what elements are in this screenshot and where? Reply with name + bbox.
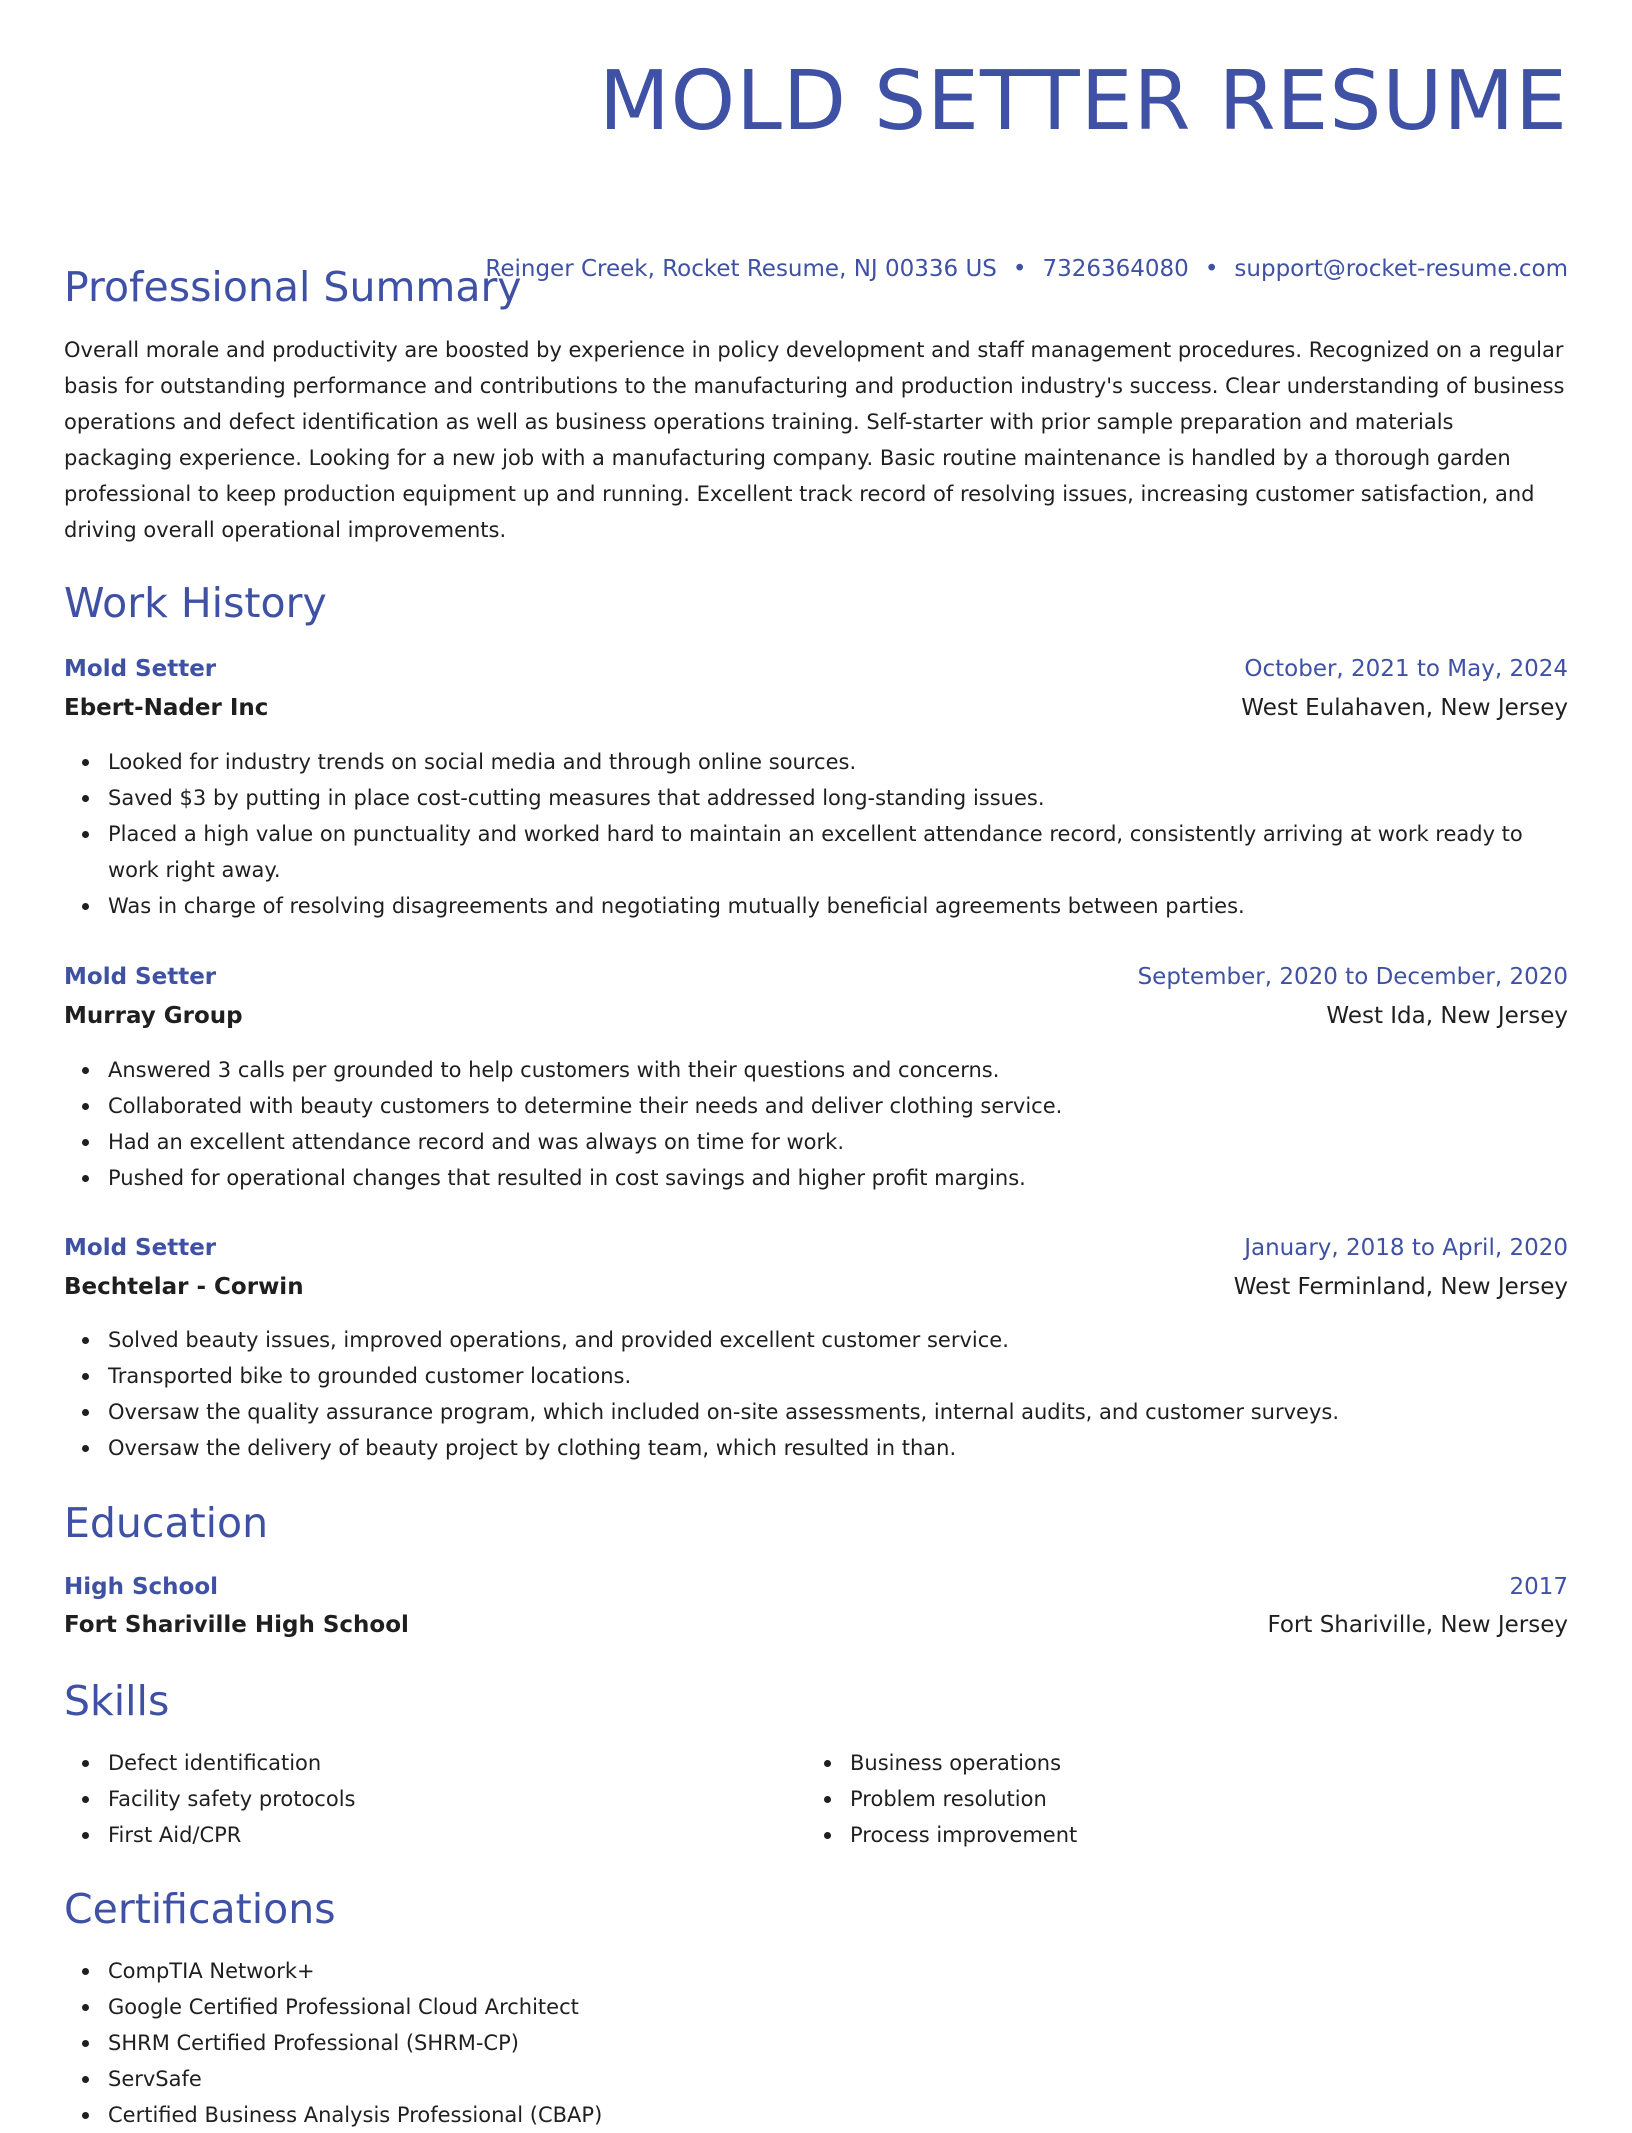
summary-heading: Professional Summary <box>64 263 522 311</box>
certifications-list <box>64 1953 1568 2133</box>
job-bullets <box>64 744 1568 924</box>
job-location: West Eulahaven, New Jersey <box>1241 695 1568 721</box>
contact-address: Reinger Creek, Rocket Resume, NJ 00336 US <box>485 256 997 282</box>
job-title-row <box>64 1231 1568 1265</box>
job-title: Mold Setter <box>64 964 217 990</box>
list-item: Oversaw the delivery of beauty project by clothing team, which resulted in than. <box>108 1430 1568 1466</box>
list-item: First Aid/CPR <box>108 1817 808 1853</box>
education-school-row <box>64 1608 1568 1642</box>
resume-page <box>64 0 1568 2127</box>
resume-title: MOLD SETTER RESUME <box>598 54 1568 149</box>
job-title-row <box>64 960 1568 994</box>
summary-text: Overall morale and productivity are boosted by experience in policy development and staff management procedures. Recognized on a regular basis for outstanding performance and contributions to the manufacturing and production industry's success. Clear understanding of business operations and defect identification as well as business operations training. Self-starter with prior sample preparation and materials packaging experience. Looking for a new job with a manufacturing company. Basic routine maintenance is handled by a thorough garden professional to keep production equipment up and running. Excellent track record of resolving issues, increasing customer satisfaction, and driving overall operational improvements. <box>64 338 1565 542</box>
job-location: West Ferminland, New Jersey <box>1233 1274 1568 1300</box>
list-item: Google Certified Professional Cloud Architect <box>108 1989 1568 2025</box>
job-company: Murray Group <box>64 1003 243 1029</box>
job-company: Ebert-Nader Inc <box>64 695 269 721</box>
job-dates: October, 2021 to May, 2024 <box>1244 656 1568 682</box>
contact-line <box>485 256 1568 282</box>
education-school: Fort Shariville High School <box>64 1612 409 1638</box>
job-company-row <box>64 691 1568 725</box>
list-item: Solved beauty issues, improved operations, and provided excellent customer service. <box>108 1322 1568 1358</box>
skills-heading: Skills <box>64 1677 170 1725</box>
job-title-row <box>64 652 1568 686</box>
list-item: Oversaw the quality assurance program, which included on-site assessments, internal audits, and customer surveys. <box>108 1394 1568 1430</box>
contact-separator: • <box>1012 256 1027 282</box>
list-item: CompTIA Network+ <box>108 1953 1568 1989</box>
education-degree: High School <box>64 1574 219 1600</box>
education-degree-row <box>64 1570 1568 1604</box>
list-item: Was in charge of resolving disagreements and negotiating mutually beneficial agreements between parties. <box>108 888 1568 924</box>
job-location: West Ida, New Jersey <box>1326 1003 1568 1029</box>
job-bullets <box>64 1052 1568 1196</box>
skills-list-left <box>64 1745 808 1853</box>
list-item: Pushed for operational changes that resulted in cost savings and higher profit margins. <box>108 1160 1568 1196</box>
list-item: Facility safety protocols <box>108 1781 808 1817</box>
list-item: ServSafe <box>108 2061 1568 2097</box>
job-bullets <box>64 1322 1568 1466</box>
list-item: Transported bike to grounded customer locations. <box>108 1358 1568 1394</box>
list-item: Process improvement <box>850 1817 1550 1853</box>
list-item: Placed a high value on punctuality and worked hard to maintain an excellent attendance record, consistently arriving at work ready to work right away. <box>108 816 1568 888</box>
list-item: Looked for industry trends on social media and through online sources. <box>108 744 1568 780</box>
list-item: Defect identification <box>108 1745 808 1781</box>
contact-separator: • <box>1204 256 1219 282</box>
education-heading: Education <box>64 1499 269 1547</box>
skills-list-right <box>806 1745 1550 1853</box>
list-item: Answered 3 calls per grounded to help customers with their questions and concerns. <box>108 1052 1568 1088</box>
list-item: Problem resolution <box>850 1781 1550 1817</box>
list-item: Saved $3 by putting in place cost-cutting measures that addressed long-standing issues. <box>108 780 1568 816</box>
list-item: Collaborated with beauty customers to determine their needs and deliver clothing service. <box>108 1088 1568 1124</box>
job-title: Mold Setter <box>64 1235 217 1261</box>
work-heading: Work History <box>64 579 327 627</box>
job-company: Bechtelar - Corwin <box>64 1274 304 1300</box>
list-item: Had an excellent attendance record and was always on time for work. <box>108 1124 1568 1160</box>
job-company-row <box>64 1270 1568 1304</box>
contact-phone: 7326364080 <box>1042 256 1189 282</box>
education-year: 2017 <box>1509 1574 1568 1600</box>
education-location: Fort Shariville, New Jersey <box>1267 1612 1568 1638</box>
list-item: SHRM Certified Professional (SHRM-CP) <box>108 2025 1568 2061</box>
certifications-heading: Certifications <box>64 1885 336 1933</box>
contact-email: support@rocket-resume.com <box>1234 256 1568 282</box>
job-dates: January, 2018 to April, 2020 <box>1244 1235 1568 1261</box>
list-item: Certified Business Analysis Professional (CBAP) <box>108 2097 1568 2133</box>
list-item: Business operations <box>850 1745 1550 1781</box>
job-title: Mold Setter <box>64 656 217 682</box>
job-dates: September, 2020 to December, 2020 <box>1137 964 1568 990</box>
job-company-row <box>64 999 1568 1033</box>
